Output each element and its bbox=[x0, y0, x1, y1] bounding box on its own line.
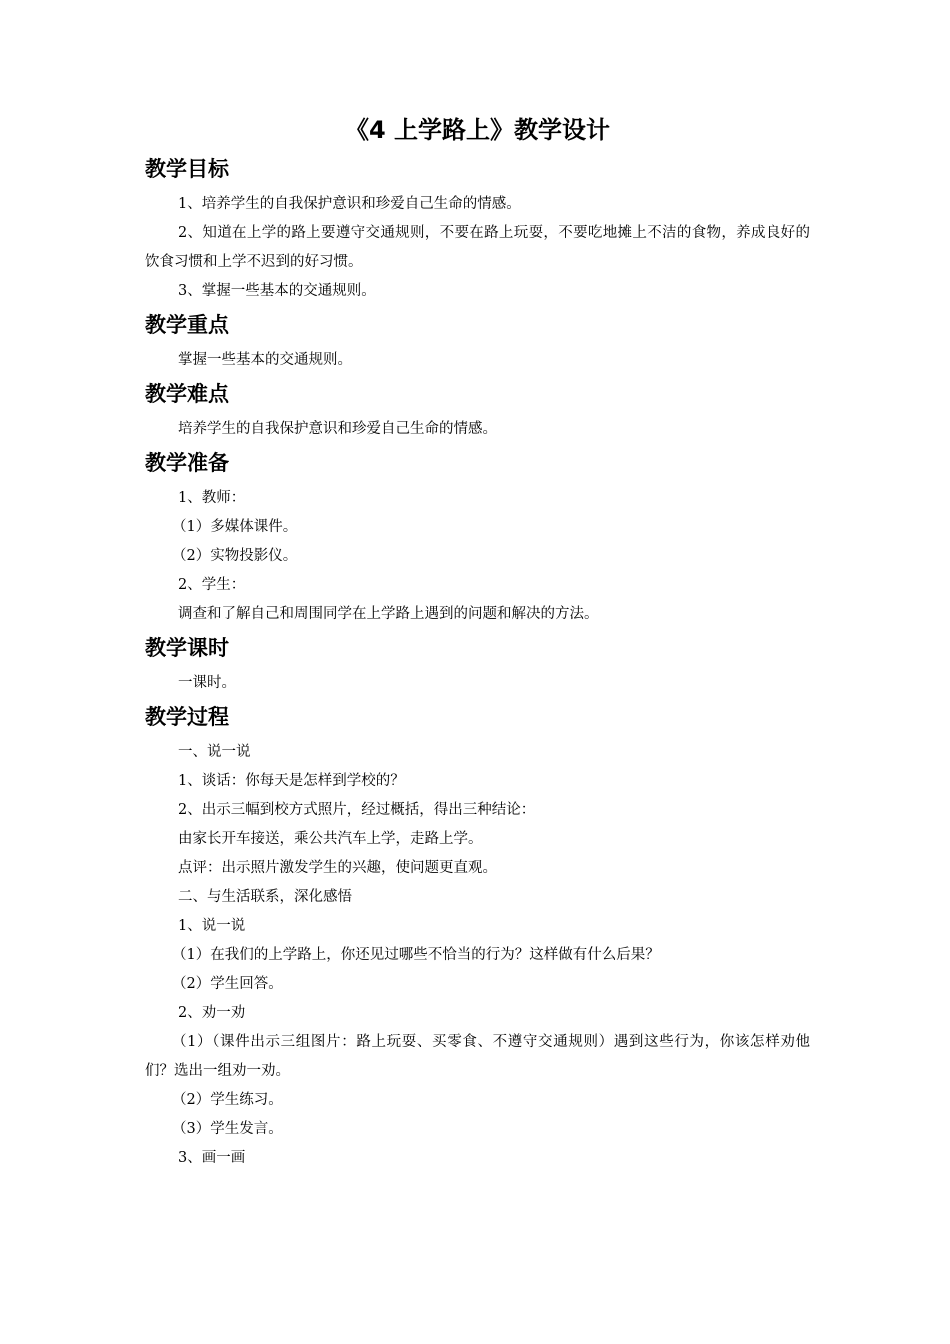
preparation-item: （2）实物投影仪。 bbox=[172, 548, 298, 564]
preparation-item: （1）多媒体课件。 bbox=[172, 519, 298, 535]
process-item: （2）学生回答。 bbox=[172, 976, 283, 992]
process-item: （2）学生练习。 bbox=[172, 1092, 283, 1108]
section-heading-difficulties: 教学难点 bbox=[145, 382, 229, 406]
objective-item: 3、掌握一些基本的交通规则。 bbox=[178, 283, 376, 299]
section-heading-preparation: 教学准备 bbox=[145, 451, 229, 475]
objective-item: 1、培养学生的自我保护意识和珍爱自己生命的情感。 bbox=[178, 196, 521, 212]
process-item: （1）（课件出示三组图片：路上玩耍、买零食、不遵守交通规则）遇到这些行为，你该怎样劝他们？选出一组劝一劝。 bbox=[145, 1034, 810, 1079]
process-item: 2、出示三幅到校方式照片，经过概括，得出三种结论： bbox=[178, 802, 536, 818]
document-title: 《4 上学路上》教学设计 bbox=[344, 116, 611, 144]
preparation-item: 调查和了解自己和周围同学在上学路上遇到的问题和解决的方法。 bbox=[178, 606, 599, 622]
process-item: 点评：出示照片激发学生的兴趣，使问题更直观。 bbox=[178, 860, 497, 876]
section-heading-process: 教学过程 bbox=[145, 705, 229, 729]
process-item: 3、画一画 bbox=[178, 1150, 246, 1166]
process-item: 2、劝一劝 bbox=[178, 1005, 246, 1021]
objective-item: 2、知道在上学的路上要遵守交通规则，不要在路上玩耍，不要吃地摊上不洁的食物，养成良好的饮食习惯和上学不迟到的好习惯。 bbox=[145, 225, 810, 270]
section-heading-key-points: 教学重点 bbox=[145, 313, 229, 337]
process-item: 一、说一说 bbox=[178, 744, 251, 760]
process-item: （1）在我们的上学路上，你还见过哪些不恰当的行为？这样做有什么后果？ bbox=[172, 947, 660, 963]
periods-text: 一课时。 bbox=[178, 675, 236, 691]
process-item: （3）学生发言。 bbox=[172, 1121, 283, 1137]
section-heading-periods: 教学课时 bbox=[145, 636, 229, 660]
section-heading-objectives: 教学目标 bbox=[145, 157, 229, 181]
key-points-text: 掌握一些基本的交通规则。 bbox=[178, 352, 352, 368]
preparation-item: 2、学生： bbox=[178, 577, 246, 593]
process-item: 1、说一说 bbox=[178, 918, 246, 934]
difficulties-text: 培养学生的自我保护意识和珍爱自己生命的情感。 bbox=[178, 421, 497, 437]
process-item: 由家长开车接送，乘公共汽车上学，走路上学。 bbox=[178, 831, 483, 847]
document-page bbox=[145, 110, 810, 1173]
process-item: 1、谈话：你每天是怎样到学校的？ bbox=[178, 773, 405, 789]
process-item: 二、与生活联系，深化感悟 bbox=[178, 889, 352, 905]
preparation-item: 1、教师： bbox=[178, 490, 246, 506]
